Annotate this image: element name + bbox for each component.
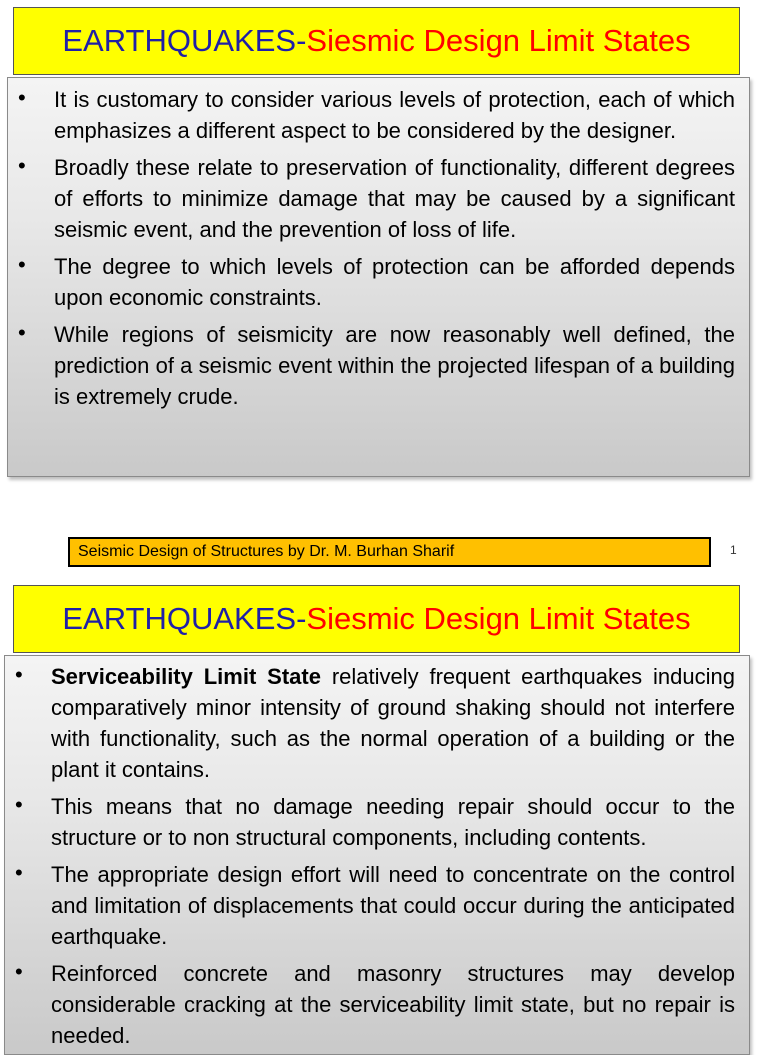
bullet-icon: •	[15, 860, 23, 885]
slide-1-title-prefix: EARTHQUAKES-	[62, 23, 307, 58]
footer-text: Seismic Design of Structures by Dr. M. Burhan Sharif	[78, 543, 455, 560]
slide-1-title	[13, 7, 740, 75]
list-item	[5, 661, 749, 785]
bullet-icon: •	[18, 320, 26, 345]
bullet-icon: •	[15, 662, 23, 687]
slide-1-content	[7, 77, 750, 477]
bullet-text: The appropriate design effort will need to concentrate on the control and limitation of displacements that could occur during the anticipated earthquake.	[51, 862, 735, 949]
bullet-icon: •	[18, 252, 26, 277]
slide-2-title-suffix: Siesmic Design Limit States	[306, 601, 691, 636]
slide-1-title-suffix: Siesmic Design Limit States	[306, 23, 691, 58]
bullet-text: This means that no damage needing repair should occur to the structure or to non structural components, including contents.	[51, 794, 735, 850]
bullet-icon: •	[18, 153, 26, 178]
list-item	[8, 152, 749, 245]
slide-2-title	[13, 585, 740, 653]
slide-2-title-prefix: EARTHQUAKES-	[62, 601, 307, 636]
list-item	[5, 958, 749, 1051]
slide-2-bullet-list	[5, 661, 749, 1051]
page-number: 1	[730, 543, 737, 557]
bullet-text: While regions of seismicity are now reasonably well defined, the prediction of a seismic event within the projected lifespan of a building is extremely crude.	[54, 322, 735, 409]
bullet-icon: •	[15, 792, 23, 817]
list-item	[5, 859, 749, 952]
bullet-text: relatively frequent earthquakes inducing comparatively minor intensity of ground shaking should not interfere with functionality, such as the normal operation of a building or the plant it contains.	[51, 664, 735, 782]
list-item	[8, 84, 749, 146]
bullet-text: Broadly these relate to preservation of functionality, different degrees of efforts to minimize damage that may be caused by a significant seismic event, and the prevention of loss of life.	[54, 155, 735, 242]
bullet-text: The degree to which levels of protection can be afforded depends upon economic constraints.	[54, 254, 735, 310]
bullet-bold-term: Serviceability Limit State	[51, 664, 321, 689]
list-item	[8, 251, 749, 313]
bullet-text: It is customary to consider various levels of protection, each of which emphasizes a different aspect to be considered by the designer.	[54, 87, 735, 143]
slide-1-bullet-list	[8, 84, 749, 412]
footer-bar	[68, 537, 711, 567]
bullet-icon: •	[15, 959, 23, 984]
list-item	[8, 319, 749, 412]
bullet-icon: •	[18, 85, 26, 110]
bullet-text: Reinforced concrete and masonry structures may develop considerable cracking at the serviceability limit state, but no repair is needed.	[51, 961, 735, 1048]
list-item	[5, 791, 749, 853]
slide-2-content	[4, 655, 750, 1055]
